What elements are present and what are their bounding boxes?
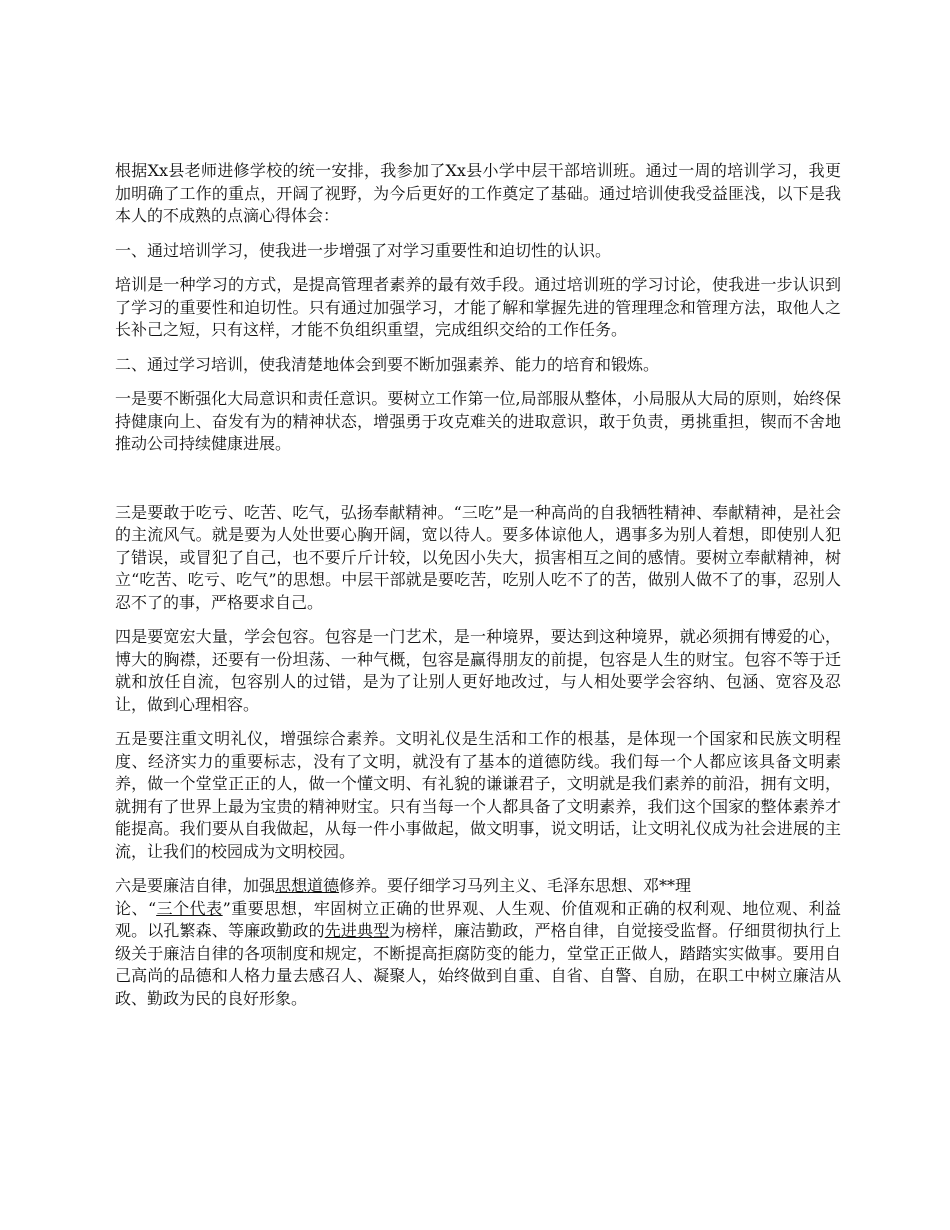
document-body (115, 160, 841, 1022)
text-segment: ”重要思想，牢固树立正确的世界观、人生观、价值观和正确的权利观、地位观、利益观。以孔繁森、等廉政勤政的 (115, 898, 841, 940)
link-ideology-morality[interactable]: 思想道德 (275, 876, 340, 895)
text-segment: 为榜样，廉洁勤政，严格自律，自觉接受监督。仔细贯彻执行上级关于廉洁自律的各项制度和规定，不断提高拒腐防变的能力，堂堂正正做人，踏踏实实做事。要用自己高尚的品德和人格力量去感召人、凝聚人，始终做到自重、自省、自警、自励，在职工中树立廉洁从政、勤政为民的良好形象。 (115, 921, 841, 1008)
paragraph-point-one: 一是要不断强化大局意识和责任意识。要树立工作第一位,局部服从整体，小局服从大局的原则，始终保持健康向上、奋发有为的精神状态，增强勇于攻克难关的进取意识，敢于负责，勇挑重担，锲而不舍地推动公司持续健康进展。 (115, 389, 841, 453)
text-segment: 六是要廉洁自律，加强 (115, 876, 276, 895)
paragraph-intro: 根据Xx县老师进修学校的统一安排，我参加了Xx县小学中层干部培训班。通过一周的培训学习，我更加明确了工作的重点，开阔了视野，为今后更好的工作奠定了基础。通过培训使我受益匪浅，以下是我本人的不成熟的点滴心得体会： (115, 161, 841, 225)
paragraph-point-five: 五是要注重文明礼仪，增强综合素养。文明礼仪是生活和工作的根基，是体现一个国家和民族文明程度、经济实力的重要标志，没有了文明，就没有了基本的道德防线。我们每一个人都应该具备文明素养，做一个堂堂正正的人，做一个懂文明、有礼貌的谦谦君子，文明就是我们素养的前沿，拥有文明，就拥有了世界上最为宝贵的精神财宝。只有当每一个人都具备了文明素养，我们这个国家的整体素养才能提高。我们要从自我做起，从每一件小事做起，做文明事，说文明话，让文明礼仪成为社会进展的主流，让我们的校园成为文明校园。 (115, 729, 841, 861)
paragraph-point-three: 三是要敢于吃亏、吃苦、吃气，弘扬奉献精神。“三吃”是一种高尚的自我牺牲精神、奉献精神，是社会的主流风气。就是要为人处世要心胸开阔，宽以待人。要多体谅他人，遇事多为别人着想，即使别人犯了错误，或冒犯了自己，也不要斤斤计较，以免因小失大，损害相互之间的感情。要树立奉献精神，树立“吃苦、吃亏、吃气”的思想。中层干部就是要吃苦，吃别人吃不了的苦，做别人做不了的事，忍别人忍不了的事，严格要求自己。 (115, 502, 841, 612)
paragraph-training: 培训是一种学习的方式，是提高管理者素养的最有效手段。通过培训班的学习讨论，使我进一步认识到了学习的重要性和迫切性。只有通过加强学习，才能了解和掌握先进的管理理念和管理方法，取他人之长补己之短，只有这样，才能不负组织重望，完成组织交给的工作任务。 (115, 275, 841, 339)
heading-section-two: 二、通过学习培训，使我清楚地体会到要不断加强素养、能力的培育和锻炼。 (115, 354, 660, 374)
paragraph-point-six (115, 875, 841, 1010)
text-segment: 修养。要仔细学习马列主义、毛泽东思想、邓**理 (339, 876, 692, 895)
paragraph-point-four: 四是要宽宏大量，学会包容。包容是一门艺术，是一种境界，要达到这种境界，就必须拥有博爱的心，博大的胸襟，还要有一份坦荡、一种气概，包容是赢得朋友的前提，包容是人生的财宝。包容不等于迁就和放任自流，包容别人的过错，是为了让别人更好地改过，与人相处要学会容纳、包涵、宽容及忍让，做到心理相容。 (115, 627, 841, 714)
text-segment: 论、“ (115, 898, 157, 918)
link-three-represents[interactable]: 三个代表 (156, 898, 223, 918)
heading-section-one: 一、通过培训学习，使我进一步增强了对学习重要性和迫切性的认识。 (115, 240, 612, 260)
link-advanced-model[interactable]: 先进典型 (324, 921, 390, 940)
paragraph-point-six-line1 (115, 875, 841, 898)
